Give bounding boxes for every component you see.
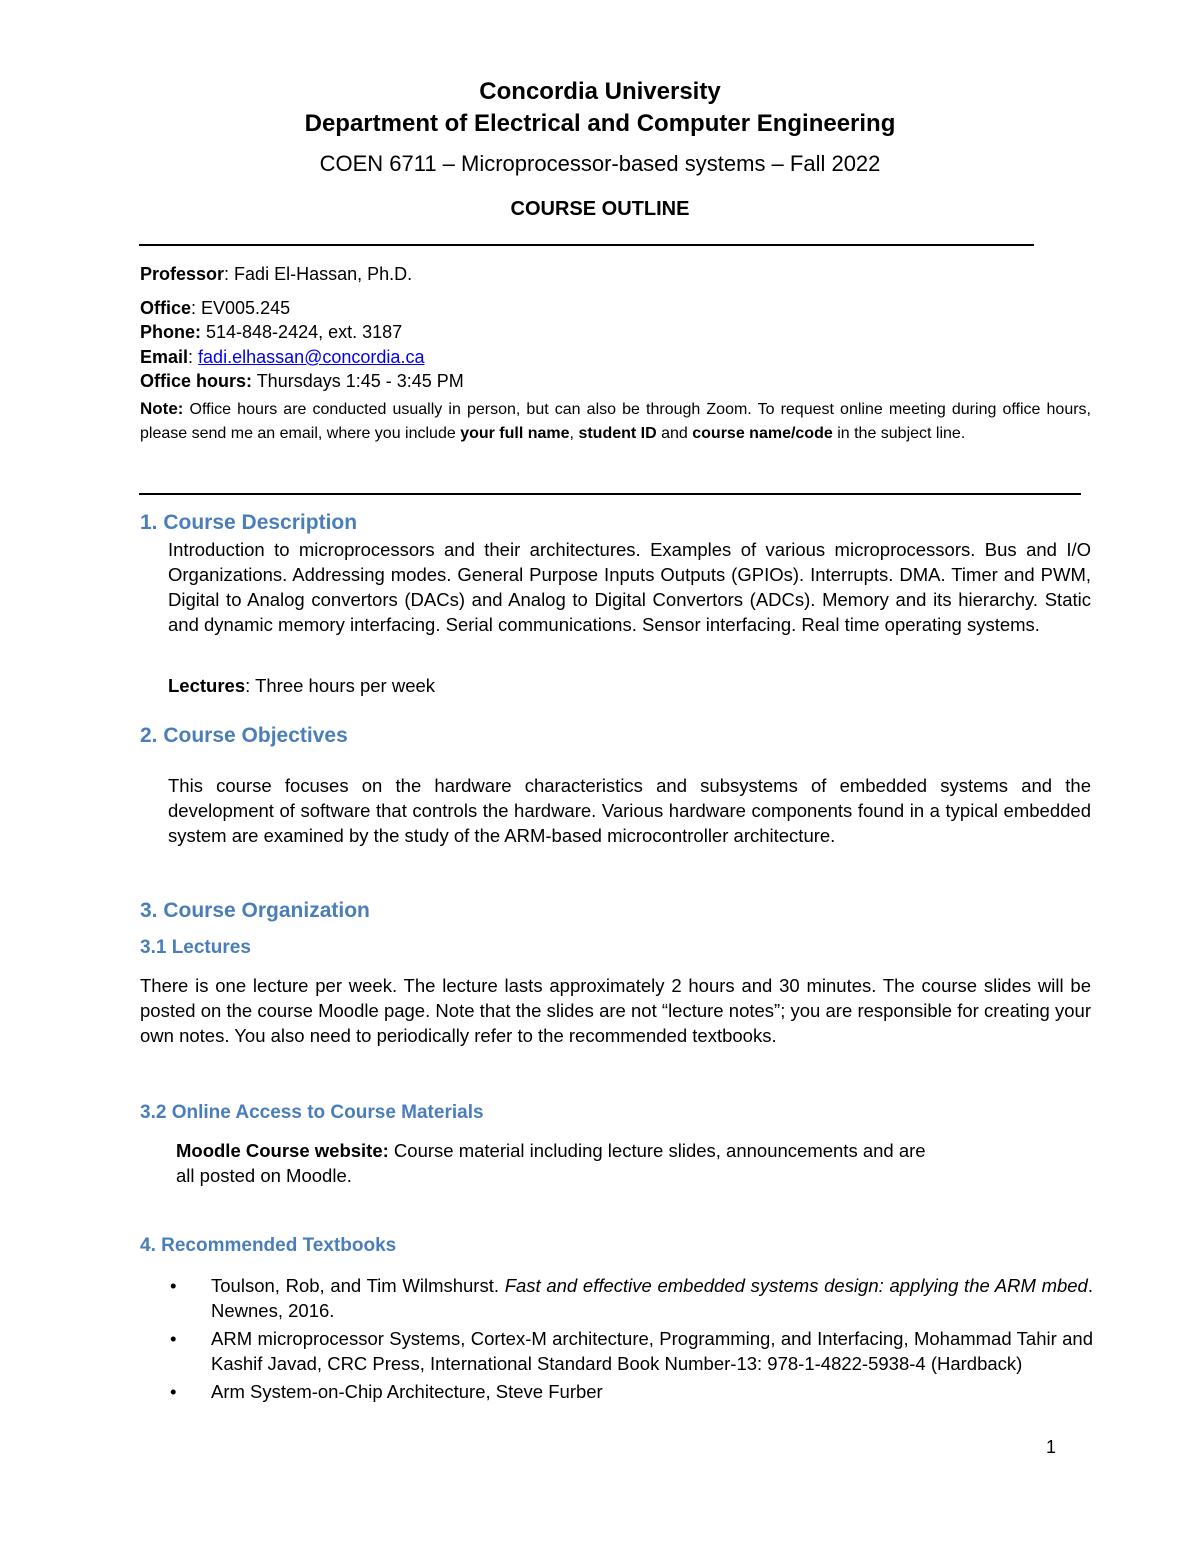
section-3-1-heading: 3.1 Lectures — [140, 937, 251, 958]
section-4-heading: 4. Recommended Textbooks — [140, 1235, 397, 1256]
contact-divider — [139, 493, 1081, 495]
header-divider — [139, 244, 1034, 246]
textbook-list — [168, 1273, 1093, 1407]
list-item — [168, 1379, 1093, 1404]
phone-line — [140, 320, 402, 344]
section-1-heading: 1. Course Description — [140, 511, 358, 534]
office-hours-value: Thursdays 1:45 - 3:45 PM — [252, 371, 464, 391]
note-text: in the subject line. — [832, 425, 966, 442]
textbook-3: Arm System-on-Chip Architecture, Steve Furber — [211, 1381, 603, 1402]
office-hours-note — [140, 397, 1091, 446]
note-emphasis-id: student ID — [578, 425, 657, 442]
office-hours-label: Office hours: — [140, 371, 253, 391]
note-text: and — [656, 425, 693, 442]
list-item — [168, 1273, 1093, 1323]
note-label: Note: — [140, 399, 184, 418]
lectures-label: Lectures — [168, 675, 246, 696]
section-2-heading: 2. Course Objectives — [140, 724, 348, 747]
office-value: : EV005.245 — [191, 298, 291, 318]
page-number: 1 — [1046, 1437, 1057, 1457]
moodle-line-2: all posted on Moodle. — [176, 1165, 352, 1186]
note-text: , — [569, 425, 579, 442]
doc-title: COURSE OUTLINE — [510, 198, 690, 220]
section-3-1-body: There is one lecture per week. The lecture lasts approximately 2 hours and 30 minutes. The course slides will be posted on the course Moodle page. Note that the slides are not “lecture notes”; you are responsible for creating your own notes. You also need to periodically refer to the recommended textbooks. — [140, 975, 1091, 1046]
lectures-value: : Three hours per week — [245, 675, 436, 696]
section-1-body: Introduction to microprocessors and their architectures. Examples of various microprocessors. Bus and I/O Organizations. Addressing modes. General Purpose Inputs Outputs (GPIOs). Interrupts. DMA. Timer and PWM, Digital to Analog convertors (DACs) and Analog to Digital Convertors (ADCs). Memory and its hierarchy. Static and dynamic memory interfacing. Serial communications. Sensor interfacing. Real time operating systems. — [168, 539, 1091, 635]
office-line — [140, 296, 290, 320]
note-text: Office hours are conducted usually in person, but can also be through Zoom. To request online meeting during office hours, please send me an email, where you include — [140, 401, 1091, 442]
bullet-icon: • — [170, 1328, 177, 1349]
professor-line — [140, 262, 412, 286]
course-line: COEN 6711 – Microprocessor-based systems – Fall 2022 — [319, 151, 881, 176]
list-item — [168, 1326, 1093, 1376]
office-hours-line — [140, 369, 464, 393]
section-2-body: This course focuses on the hardware characteristics and subsystems of embedded systems and the development of software that controls the hardware. Various hardware components found in a typical embedded system are examined by the study of the ARM-based microcontroller architecture. — [168, 775, 1091, 846]
email-separator: : — [188, 347, 199, 367]
office-label: Office — [140, 298, 192, 318]
phone-value: 514-848-2424, ext. 3187 — [201, 322, 403, 342]
professor-value: : Fadi El-Hassan, Ph.D. — [224, 264, 413, 284]
section-3-heading: 3. Course Organization — [140, 899, 370, 922]
phone-label: Phone: — [140, 322, 201, 342]
university-name: Concordia University — [479, 78, 721, 105]
department-name: Department of Electrical and Computer Engineering — [304, 110, 896, 137]
textbook-1-authors: Toulson, Rob, and Tim Wilmshurst. — [211, 1275, 505, 1296]
email-label: Email — [140, 347, 189, 367]
moodle-text: Course material including lecture slides, announcements and are — [388, 1140, 926, 1161]
textbook-2: ARM microprocessor Systems, Cortex-M architecture, Programming, and Interfacing, Mohammad Tahir and Kashif Javad, CRC Press, International Standard Book Number-13: 978-1-4822-5938-4 (Hardback) — [211, 1328, 1093, 1374]
professor-label: Professor — [140, 264, 225, 284]
textbook-1-publisher: . Newnes, 2016. — [211, 1275, 1093, 1321]
textbook-1-title: Fast and effective embedded systems design: applying the ARM mbed — [504, 1275, 1088, 1296]
email-line — [140, 345, 424, 369]
bullet-icon: • — [170, 1275, 177, 1296]
lectures-line — [168, 673, 435, 698]
note-emphasis-course: course name/code — [692, 425, 833, 442]
section-3-2-heading: 3.2 Online Access to Course Materials — [140, 1102, 484, 1123]
note-emphasis-name: your full name — [460, 425, 570, 442]
moodle-label: Moodle Course website: — [176, 1140, 389, 1161]
moodle-line-1 — [176, 1138, 926, 1163]
email-link[interactable]: fadi.elhassan@concordia.ca — [198, 347, 425, 367]
bullet-icon: • — [170, 1381, 177, 1402]
